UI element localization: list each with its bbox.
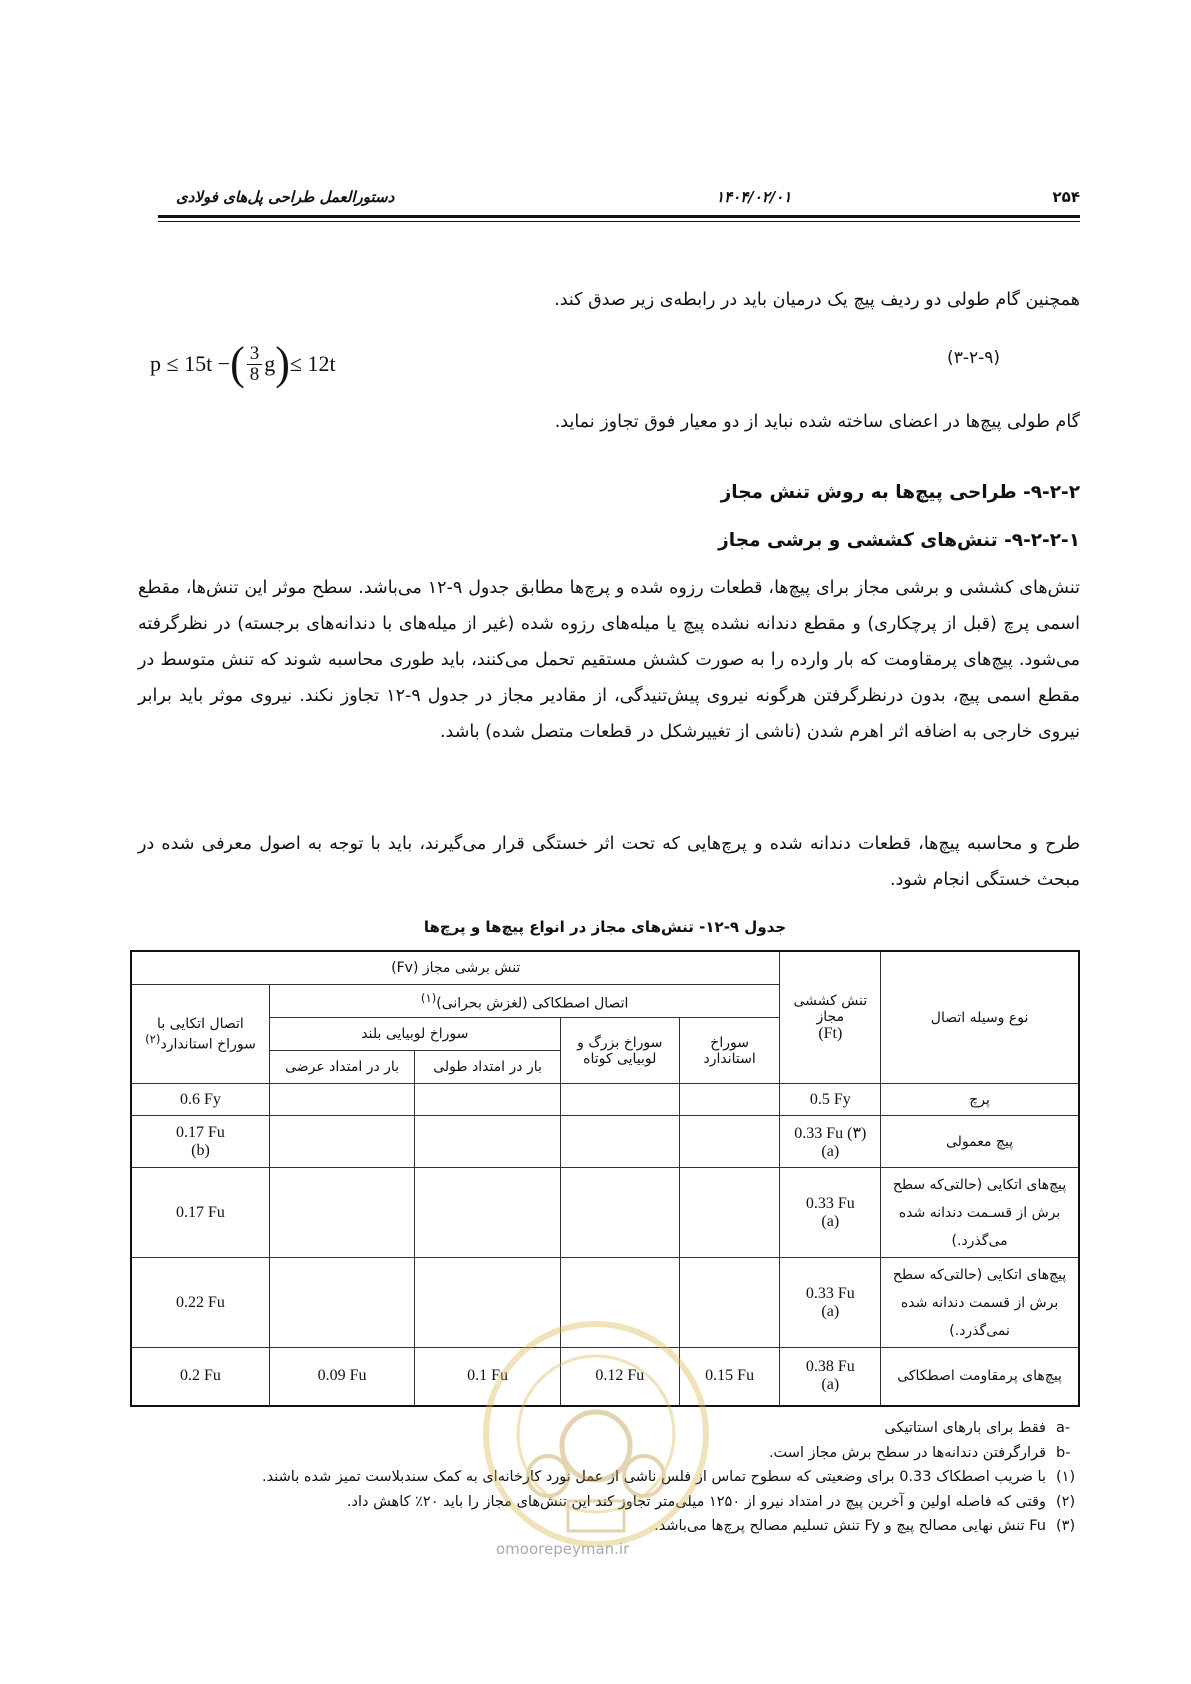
cell-tension-value: 0.38 Fu: [805, 1358, 855, 1376]
cell-tension-value: 0.33 Fu: [805, 1194, 855, 1212]
cell-standard: 0.15 Fu: [679, 1348, 780, 1406]
cell-tension-note: (a): [821, 1212, 840, 1230]
cell-type: پیچ معمولی: [881, 1116, 1079, 1168]
cell-tension: [780, 1116, 881, 1168]
header-rule-thick: [158, 215, 1080, 218]
cell-oversize: [560, 1116, 679, 1168]
cell-type: پرچ: [881, 1084, 1079, 1116]
note-text: Fu تنش نهایی مصالح پیچ و Fy تنش تسلیم مصالح پرچ‌ها می‌باشد.: [654, 1518, 1046, 1534]
section-heading: ۹-۲-۲- طراحی پیچ‌ها به روش تنش مجاز: [720, 482, 1080, 503]
note-mark: -b: [1056, 1444, 1071, 1461]
cell-long-transverse: [269, 1258, 414, 1348]
cell-oversize: [560, 1168, 679, 1258]
header-tension: [780, 951, 881, 1084]
header-slip-critical-label: اتصال اصطکاکی (لغزش بحرانی): [436, 995, 629, 1012]
cell-long-parallel: 0.1 Fu: [415, 1348, 560, 1406]
cell-long-transverse: [269, 1168, 414, 1258]
note-text: با ضریب اصطکاک 0.33 برای وضعیتی که سطوح تماس از فلس ناشی از عمل نورد کارخانه‌ای به کمک سندبلاست تمیز شده باشند.: [262, 1469, 1046, 1485]
book-title: دستورالعمل طراحی پل‌های فولادی: [176, 188, 395, 206]
table-row: [131, 1168, 1079, 1258]
left-paren: (: [230, 337, 245, 390]
header-bearing-label: اتصال اتکایی با سوراخ استاندارد: [157, 1015, 256, 1053]
cell-standard: [679, 1116, 780, 1168]
note-text: وقتی که فاصله اولین و آخرین پیچ در امتداد نیرو از ۱۲۵۰ میلی‌متر تجاوز کند این تنش‌های مجاز را باید ۲۰٪ کاهش داد.: [346, 1493, 1046, 1510]
fraction-numerator: 3: [247, 344, 263, 365]
header-shear: تنش برشی مجاز (Fv): [131, 951, 780, 985]
cell-tension: [780, 1348, 881, 1406]
watermark-logo: [478, 1316, 714, 1552]
fraction-denominator: 8: [249, 363, 260, 385]
cell-bearing: [131, 1116, 269, 1168]
footnote-ref-2: (۲): [145, 1031, 161, 1046]
cell-long-parallel: [415, 1168, 560, 1258]
formula-g: g: [264, 351, 276, 376]
cell-bearing-value: 0.17 Fu: [175, 1123, 225, 1141]
formula-rhs: ≤ 12t: [289, 351, 336, 376]
equation-number: (۳-۲-۹): [947, 348, 1000, 368]
cell-tension: 0.5 Fy: [780, 1084, 881, 1116]
table-row: [131, 1116, 1079, 1168]
note-mark: (۱): [1056, 1469, 1076, 1485]
cell-bearing: 0.2 Fu: [131, 1348, 269, 1406]
fraction: [247, 344, 263, 385]
header-long-slot-parallel: بار در امتداد طولی: [415, 1051, 560, 1084]
cell-standard: [679, 1084, 780, 1116]
note-text: فقط برای بارهای استاتیکی: [884, 1420, 1046, 1436]
intro-text: همچنین گام طولی دو ردیف پیچ یک درمیان باید در رابطه‌ی زیر صدق کند.: [554, 290, 1080, 310]
watermark-url: omoorepeyman.ir: [496, 1540, 630, 1558]
formula-lhs: p ≤ 15t −: [150, 351, 231, 376]
formula: [150, 337, 336, 390]
note-mark: -a: [1056, 1420, 1071, 1436]
cell-long-transverse: 0.09 Fu: [269, 1348, 414, 1406]
cell-tension-value: 0.33 Fu (۳): [794, 1124, 867, 1142]
cell-bearing-note: (b): [191, 1141, 210, 1159]
cell-type: پیچ‌های اتکایی (حالتی‌که سطح برش از قسمت دندانه شده نمی‌گذرد.): [881, 1258, 1079, 1348]
cell-oversize: [560, 1084, 679, 1116]
after-formula-text: گام طولی پیچ‌ها در اعضای ساخته شده نباید از دو معیار فوق تجاوز نماید.: [554, 412, 1080, 432]
cell-type: پیچ‌های اتکایی (حالتی‌که سطح برش از قسـمت دندانه شده می‌گذرد.): [881, 1168, 1079, 1258]
header-long-slot-transverse: بار در امتداد عرضی: [269, 1051, 414, 1084]
cell-long-parallel: [415, 1116, 560, 1168]
header-bearing: [131, 985, 269, 1084]
cell-tension-value: 0.33 Fu: [805, 1284, 855, 1302]
cell-tension: [780, 1258, 881, 1348]
table-row: [131, 1084, 1079, 1116]
header-slip-critical: [269, 985, 780, 1018]
cell-oversize: 0.12 Fu: [560, 1348, 679, 1406]
header-oversize-hole: سوراخ بزرگ و لوبیایی کوتاه: [560, 1018, 679, 1084]
header-rule-thin: [158, 221, 1080, 222]
footnote-ref-1: (۱): [420, 990, 437, 1005]
cell-tension-note: (a): [821, 1302, 840, 1320]
cell-bearing: 0.17 Fu: [131, 1168, 269, 1258]
page-header: [158, 188, 1080, 212]
right-paren: ): [275, 337, 290, 390]
header-date: ۱۴۰۴/۰۲/۰۱: [716, 188, 792, 206]
cell-long-transverse: [269, 1084, 414, 1116]
header-connection-type: نوع وسیله اتصال: [881, 951, 1079, 1084]
note-text: قرارگرفتن دندانه‌ها در سطح برش مجاز است.: [768, 1444, 1046, 1461]
header-long-slot: سوراخ لوبیایی بلند: [269, 1018, 560, 1051]
cell-long-parallel: [415, 1084, 560, 1116]
cell-type: پیچ‌های پرمقاومت اصطکاکی: [881, 1348, 1079, 1406]
cell-tension-note: (a): [821, 1376, 840, 1394]
header-standard-hole: سوراخ استاندارد: [679, 1018, 780, 1084]
header-tension-label: تنش کششی مجاز: [793, 992, 868, 1025]
cell-tension: [780, 1168, 881, 1258]
cell-bearing: 0.22 Fu: [131, 1258, 269, 1348]
header-tension-symbol: (Ft): [818, 1024, 843, 1042]
paragraph-2: طرح و محاسبه پیچ‌ها، قطعات دندانه شده و پرچ‌هایی که تحت اثر خستگی قرار می‌گیرند، باید با توجه به اصول معرفی شده در مبحث خستگی انجام شود.: [138, 834, 1080, 890]
table-caption: جدول ۹-۱۲- تنش‌های مجاز در انواع پیچ‌ها و پرچ‌ها: [423, 918, 787, 936]
cell-long-transverse: [269, 1116, 414, 1168]
note-mark: (۲): [1056, 1493, 1076, 1510]
cell-standard: [679, 1168, 780, 1258]
paragraph-1: تنش‌های کششی و برشی مجاز برای پیچ‌ها، قطعات رزوه شده و پرچ‌ها مطابق جدول ۹-۱۲ می‌باشد. سطح موثر این تنش‌ها، مقطع اسمی پرچ (قبل از پرچکاری) و مقطع دندانه نشده پیچ یا میله‌های رزوه شده (غیر از میله‌های با دندانه‌های برجسته) در نظرگرفته می‌شود. پیچ‌های پرمقاومت که بار وارده را به صورت کشش مستقیم تحمل می‌کنند، باید طوری محاسبه شوند که تنش متوسط در مقطع اسمی پیچ، بدون درنظرگرفتن هرگونه نیروی پیش‌تنیدگی، از مقادیر مجاز در جدول ۹-۱۲ تجاوز نکند. نیروی موثر باید برابر نیروی خارجی به اضافه اثر اهرم شدن (ناشی از تغییرشکل در قطعات متصل شده) باشد.: [138, 578, 1081, 742]
subsection-heading: ۹-۲-۲-۱- تنش‌های کششی و برشی مجاز: [718, 530, 1080, 551]
cell-bearing: 0.6 Fy: [131, 1084, 269, 1116]
page-number: ۲۵۴: [1052, 188, 1080, 206]
cell-tension-note: (a): [821, 1142, 840, 1160]
formula-row: [150, 336, 1000, 392]
note-mark: (۳): [1056, 1518, 1076, 1534]
